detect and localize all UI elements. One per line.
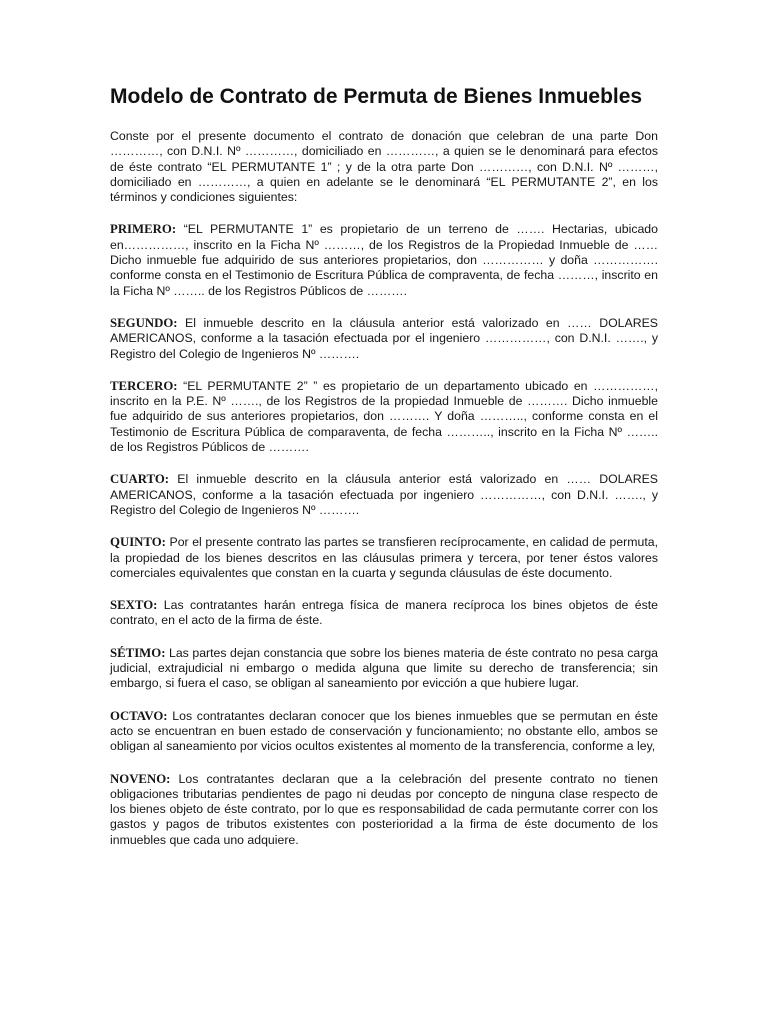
clause-label: OCTAVO: xyxy=(110,708,168,723)
document-body xyxy=(110,84,658,865)
clause-text: Las partes dejan constancia que sobre los bienes materia de éste contrato no pesa carga judicial, extrajudicial ni embargo o medida alguna que limite su derecho de transferencia; sin embargo, si fuera el caso, se obligan al saneamiento por evicción a que hubiere lugar. xyxy=(110,645,658,691)
document-title: Modelo de Contrato de Permuta de Bienes Inmuebles xyxy=(110,85,643,108)
clause-label: PRIMERO: xyxy=(110,222,177,237)
clause-label: CUARTO: xyxy=(110,472,170,487)
clause-text: “EL PERMUTANTE 1” es propietario de un terreno de ……. Hectarias, ubicado en……………, inscrito en la Ficha Nº ………, de los Registros de la Propiedad Inmueble de …… Dicho inmueble fue adquirido de sus anteriores propietarios, don …………… y doña ……………. conforme consta en el Testimonio de Escritura Pública de compraventa, de fecha ………, inscrito en la Ficha Nº …….. de los Registros Públicos de ………. xyxy=(110,222,658,298)
clause-text: El inmueble descrito en la cláusula anterior está valorizado en …… DOLARES AMERICANOS, conforme a la tasación efectuada por ingeniero ……………, con D.N.I. ……., y Registro del Colegio de Ingenieros Nº ………. xyxy=(110,472,658,517)
clause-quinto xyxy=(110,535,658,581)
clause-text: Los contratantes declaran que a la celebración del presente contrato no tienen obligaciones tributarias pendientes de pago ni deudas por concepto de ninguna clase respecto de los bienes objeto de éste contrato, por lo que es responsabilidad de cada permutante correr con los gastos y pagos de tributos existentes con posterioridad a la firma de éste documento de los inmuebles que cada uno adquiere. xyxy=(110,771,658,847)
clause-label: QUINTO: xyxy=(110,535,166,550)
clause-cuarto xyxy=(110,472,658,518)
clause-label: SEXTO: xyxy=(110,598,158,613)
clause-text: Las contratantes harán entrega física de manera recíproca los bines objetos de éste contrato, en el acto de la firma de éste. xyxy=(110,598,658,628)
clause-setimo xyxy=(110,646,658,692)
clause-primero xyxy=(110,222,658,298)
clause-text: El inmueble descrito en la cláusula anterior está valorizado en …… DOLARES AMERICANOS, conforme a la tasación efectuada por el ingeniero ……………, con D.N.I. ……., y Registro del Colegio de Ingenieros Nº ………. xyxy=(110,315,658,361)
clause-noveno xyxy=(110,772,658,848)
clause-label: TERCERO: xyxy=(110,378,178,393)
clause-octavo xyxy=(110,709,658,755)
clause-sexto xyxy=(110,598,658,629)
clause-label: SEGUNDO: xyxy=(110,315,178,330)
clause-segundo xyxy=(110,316,658,362)
clause-text: Los contratantes declaran conocer que los bienes inmuebles que se permutan en éste acto se encuentran en buen estado de conservación y funcionamiento; no obstante ello, ambos se obligan al saneamiento por vicios ocultos existentes al momento de la transferencia, conforme a ley, xyxy=(110,708,658,754)
clause-label: NOVENO: xyxy=(110,771,171,786)
clause-label: SÉTIMO: xyxy=(110,645,166,660)
clause-tercero xyxy=(110,379,658,455)
clause-text: “EL PERMUTANTE 2” ” es propietario de un departamento ubicado en ……………, inscrito en la P.E. Nº ……., de los Registros de la propiedad Inmueble de ………. Dicho inmueble fue adquirido de sus anteriores propietarios, don ………. Y doña ……….., conforme consta en el Testimonio de Escritura Pública de comparaventa, de fecha ……….., inscrito en la Ficha Nº …….. de los Registros Públicos de ………. xyxy=(110,378,658,455)
clause-text: Por el presente contrato las partes se transfieren recíprocamente, en calidad de permuta, la propiedad de los bienes descritos en las cláusulas primera y tercera, por tener éstos valores comerciales equivalentes que constan en la cuarta y segunda cláusulas de éste documento. xyxy=(110,535,658,580)
intro-paragraph: Conste por el presente documento el contrato de donación que celebran de una parte Don …………, con D.N.I. Nº …………, domiciliado en …………, a quien se le denominará para efectos de éste contrato “EL PERMUTANTE 1” ; y de la otra parte Don …………, con D.N.I. Nº ………, domiciliado en …………, a quien en adelante se le denominará “EL PERMUTANTE 2”, en los términos y condiciones siguientes: xyxy=(110,129,658,205)
